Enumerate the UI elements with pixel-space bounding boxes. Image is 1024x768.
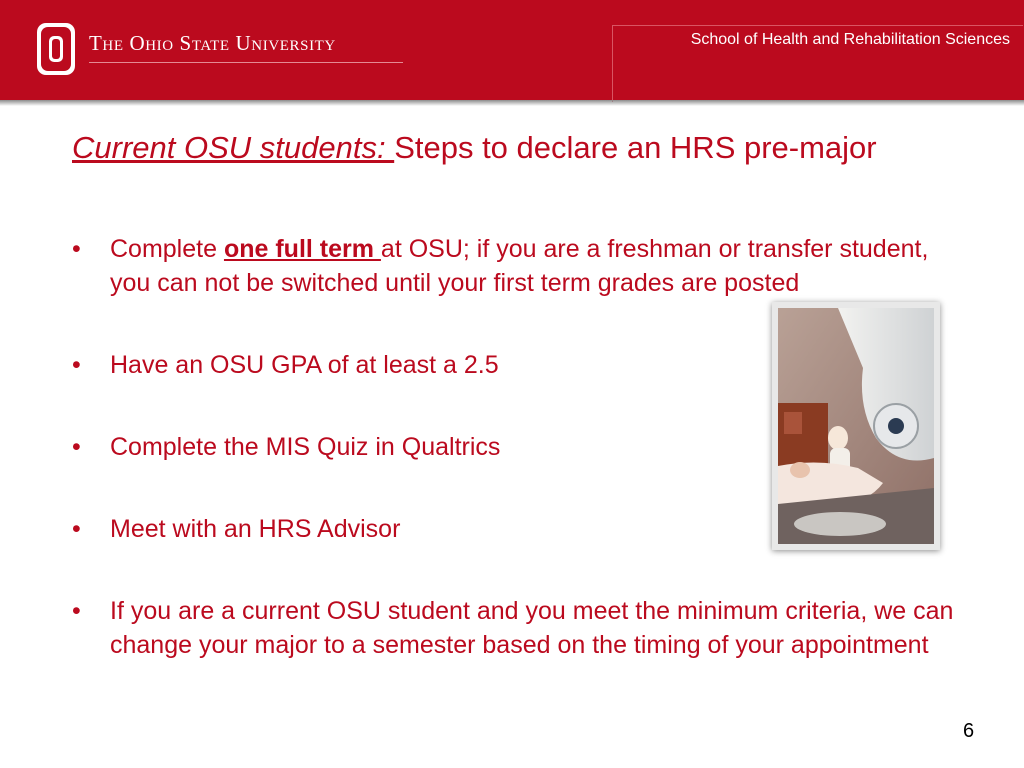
radiation-therapy-photo <box>772 302 940 550</box>
block-o-logo-icon <box>36 22 76 81</box>
bullet-item: • Complete the MIS Quiz in Qualtrics <box>72 430 982 464</box>
bullet-item: • If you are a current OSU student and you meet the minimum criteria, we can change your major to a semester based on the timing of your appointment <box>72 594 990 662</box>
header-shadow <box>0 100 1024 106</box>
slide-title-rest: Steps to declare an HRS pre-major <box>394 130 877 165</box>
bullet-item: • Meet with an HRS Advisor <box>72 512 982 546</box>
header-bar <box>0 0 1024 100</box>
page-number: 6 <box>963 720 975 742</box>
slide-title-lead: Current OSU students: <box>72 130 395 165</box>
bullet-item: • Have an OSU GPA of at least a 2.5 <box>72 348 982 382</box>
department-name: School of Health and Rehabilitation Sciences <box>690 31 1010 48</box>
slide-title <box>72 130 877 166</box>
university-wordmark: The Ohio State University <box>89 31 336 55</box>
wordmark-divider <box>89 62 403 63</box>
emphasis-text: one full term <box>223 235 381 263</box>
bullet-item: • Complete one full term at OSU; if you are a freshman or transfer student, you can not be switched until your first term grades are posted <box>72 232 940 300</box>
